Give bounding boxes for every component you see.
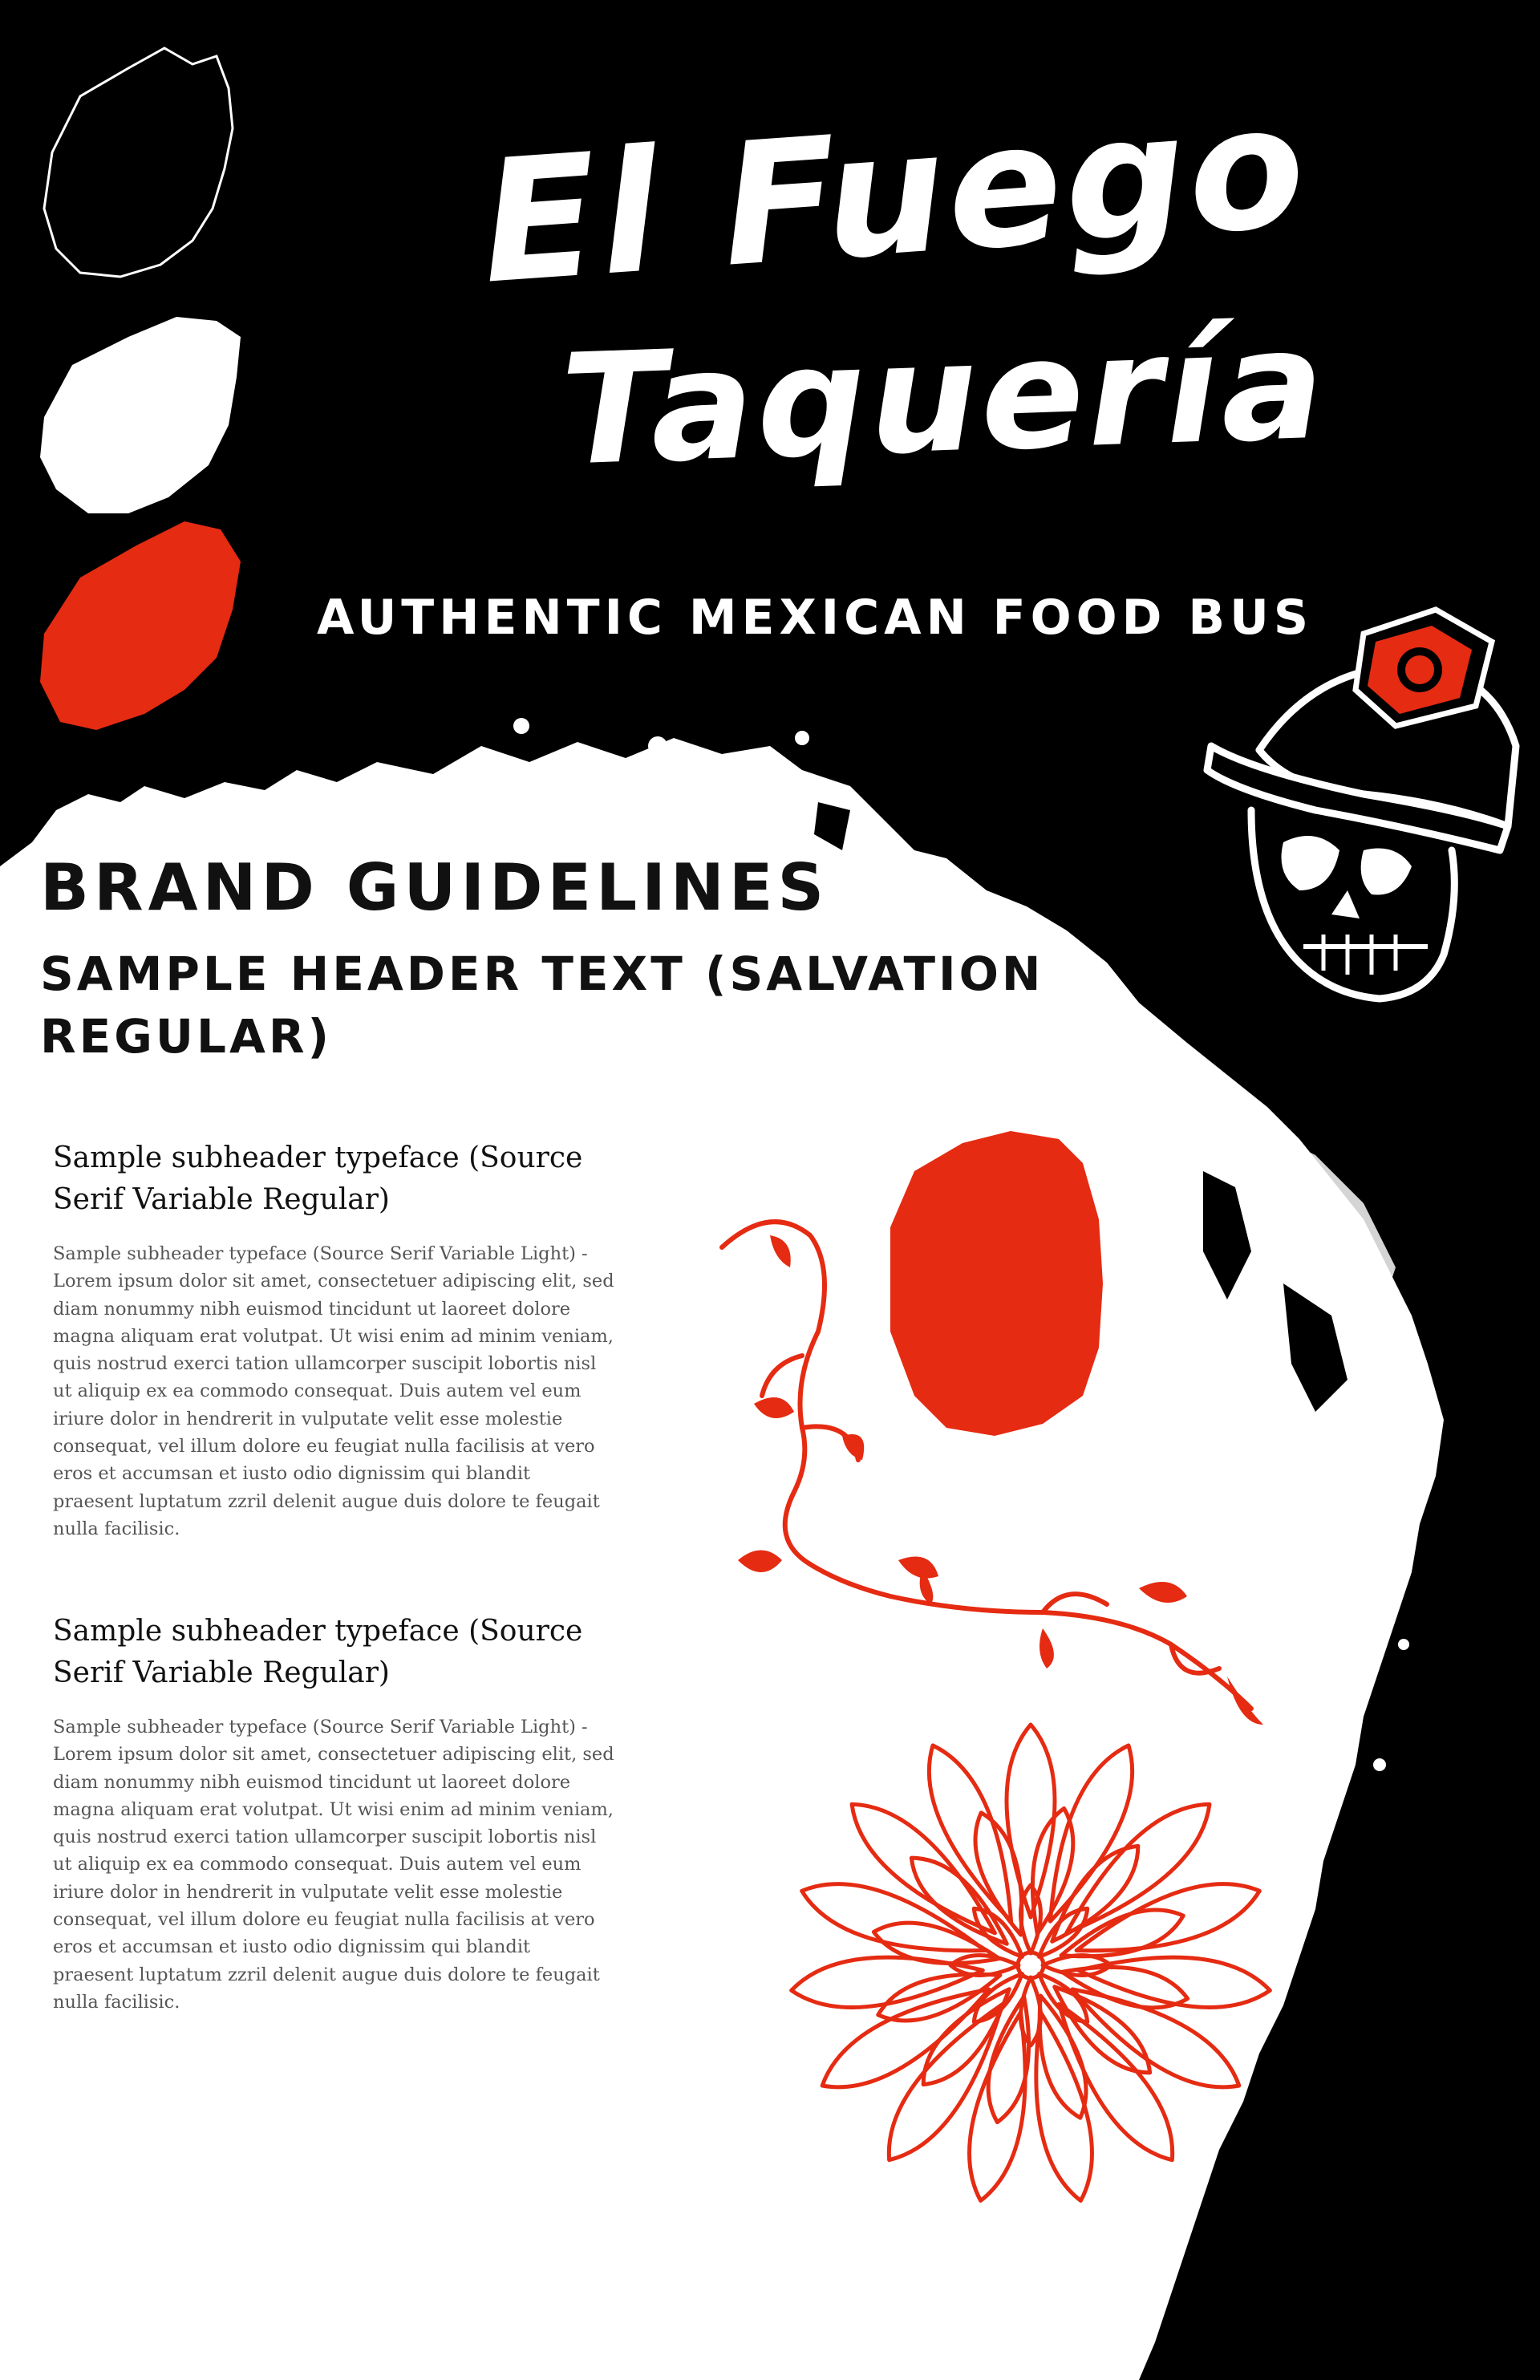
section-subheader: Sample subheader typeface (Source Serif Variable Regular) — [53, 1141, 583, 1216]
text-section-2 — [53, 1611, 614, 2016]
section-body: Sample subheader typeface (Source Serif Variable Light) - Lorem ipsum dolor sit amet, consectetuer adipiscing elit, sed diam nonummy nibh euismod tincidunt ut laoreet dolore magna aliquam erat volutpat. Ut wisi enim ad minim veniam, quis nostrud exerci tation ullamcorper suscipit lobortis nisl ut aliquip ex ea commodo consequat. Duis autem vel eum iriure dolor in hendrerit in vulputate velit esse molestie consequat, vel illum dolore eu feugiat nulla facilisis at vero eros et accumsan et iusto odio dignissim qui blandit praesent luptatum zzril delenit augue duis dolore te feugait nulla facilisic. — [53, 1717, 614, 2013]
brand-guidelines-title: BRAND GUIDELINES — [40, 850, 829, 925]
tagline: AUTHENTIC MEXICAN FOOD BUS — [317, 590, 1314, 646]
sample-header-text: SAMPLE HEADER TEXT (SALVATION REGULAR) — [40, 947, 1044, 1064]
logo-title-line-2: Taquería — [558, 295, 1331, 500]
section-body: Sample subheader typeface (Source Serif Variable Light) - Lorem ipsum dolor sit amet, consectetuer adipiscing elit, sed diam nonummy nibh euismod tincidunt ut laoreet dolore magna aliquam erat volutpat. Ut wisi enim ad minim veniam, quis nostrud exerci tation ullamcorper suscipit lobortis nisl ut aliquip ex ea commodo consequat. Duis autem vel eum iriure dolor in hendrerit in vulputate velit esse molestie consequat, vel illum dolore eu feugiat nulla facilisis at vero eros et accumsan et iusto odio dignissim qui blandit praesent luptatum zzril delenit augue duis dolore te feugait nulla facilisic. — [53, 1243, 614, 1539]
section-subheader: Sample subheader typeface (Source Serif Variable Regular) — [53, 1615, 583, 1689]
logo-title-line-1: El Fuego — [475, 67, 1314, 322]
text-section-1 — [53, 1137, 614, 1543]
